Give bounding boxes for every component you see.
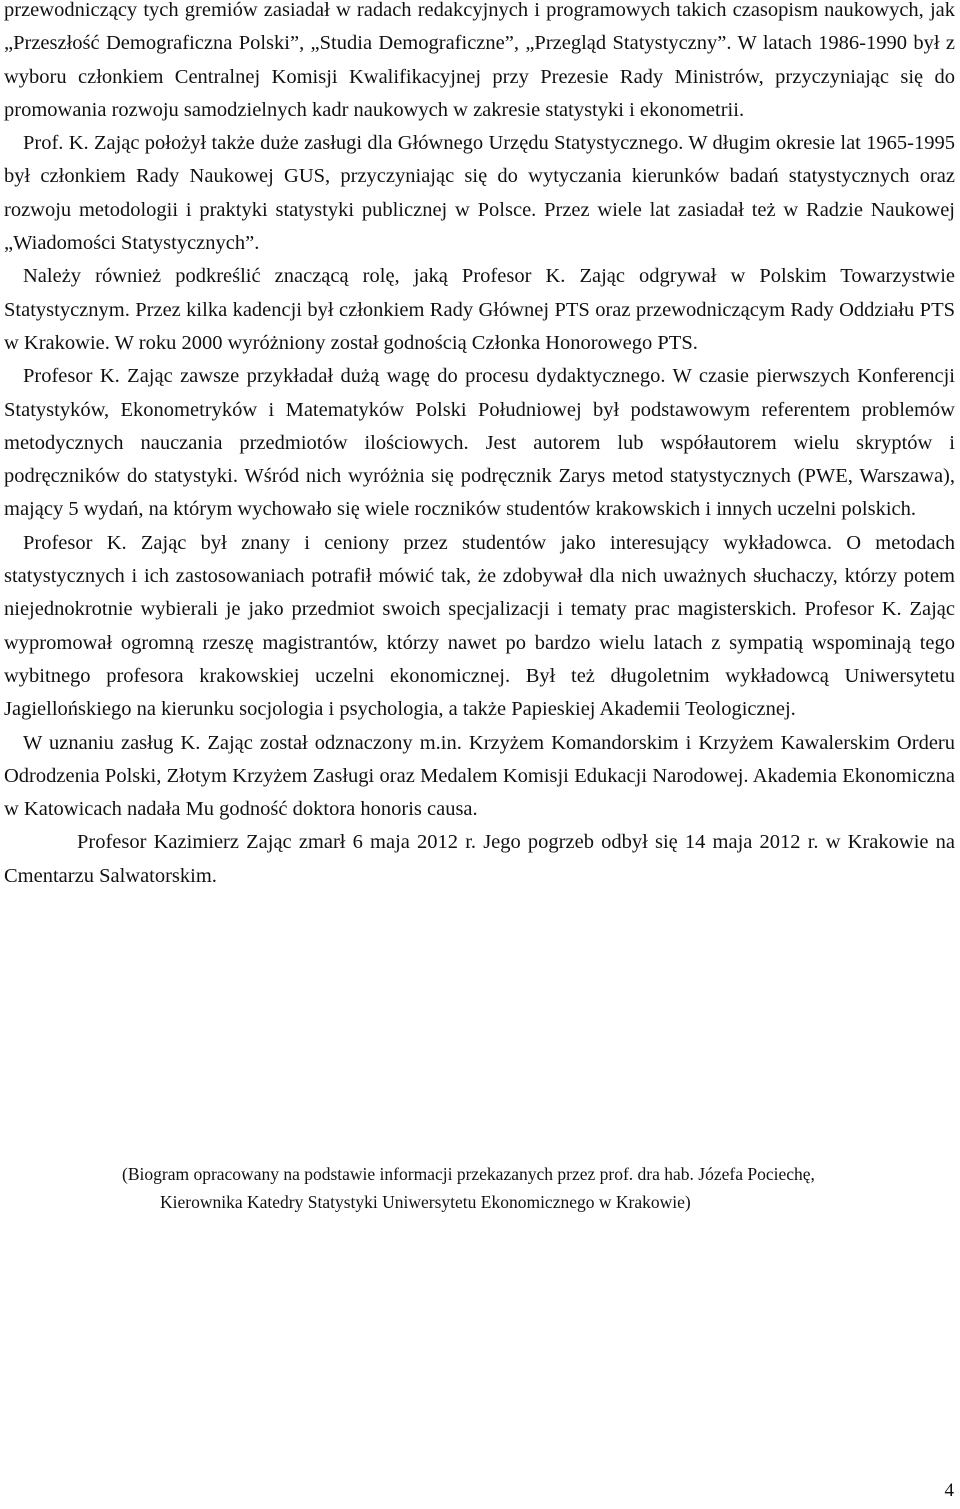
paragraph-pts-role: Należy również podkreślić znaczącą rolę, jaką Profesor K. Zając odgrywał w Polskim Towarzystwie Statystycznym. Przez kilka kadencji był członkiem Rady Głównej PTS oraz przewodniczącym Rady Oddziału PTS w Krakowie. W roku 2000 wyróżniony został godnością Członka Honorowego PTS. bbox=[4, 265, 955, 354]
paragraph-death: Profesor Kazimierz Zając zmarł 6 maja 2012 r. Jego pogrzeb odbył się 14 maja 2012 r. w Krakowie na Cmentarzu Salwatorskim. bbox=[4, 831, 955, 887]
paragraph-awards: W uznaniu zasług K. Zając został odznaczony m.in. Krzyżem Komandorskim i Krzyżem Kawalerskim Orderu Odrodzenia Polski, Złotym Krzyżem Zasługi oraz Medalem Komisji Edukacji Narodowej. Akademia Ekonomiczna w Katowicach nadała Mu godność doktora honoris causa. bbox=[4, 731, 955, 821]
paragraph-editorial-boards: przewodniczący tych gremiów zasiadał w radach redakcyjnych i programowych takich czasopism naukowych, jak „Przeszłość Demograficzna Polski”, „Studia Demograficzne”, „Przegląd Statystyczny”. W latach 1986-1990 był z wyboru członkiem Centralnej Komisji Kwalifikacyjnej przy Prezesie Rady Ministrów, przyczyniając się do promowania rozwoju samodzielnych kadr naukowych w zakresie statystyki i ekonometrii. bbox=[4, 0, 955, 121]
document-body bbox=[4, 0, 955, 893]
paragraph-gus-contributions: Prof. K. Zając położył także duże zasługi dla Głównego Urzędu Statystycznego. W długim okresie lat 1965-1995 był członkiem Rady Naukowej GUS, przyczyniając się do wytyczania kierunków badań statystycznych oraz rozwoju metodologii i praktyki statystyki publicznej w Polsce. Przez wiele lat zasiadał też w Radzie Naukowej „Wiadomości Statystycznych”. bbox=[4, 132, 955, 255]
note-line-1: (Biogram opracowany na podstawie informacji przekazanych przez prof. dra hab. Józefa Pociechę, bbox=[122, 1164, 815, 1184]
note-line-2: Kierownika Katedry Statystyki Uniwersytetu Ekonomicznego w Krakowie) bbox=[160, 1192, 691, 1212]
paragraph-lecturer: Profesor K. Zając był znany i ceniony przez studentów jako interesujący wykładowca. O metodach statystycznych i ich zastosowaniach potrafił mówić tak, że zdobywał dla nich uważnych słuchaczy, którzy potem niejednokrotnie wybierali je jako przedmiot swoich specjalizacji i tematy prac magisterskich. Profesor K. Zając wypromował ogromną rzeszę magistrantów, którzy nawet po bardzo wielu latach z sympatią wspominają tego wybitnego profesora krakowskiej uczelni ekonomicznej. Był też długoletnim wykładowcą Uniwersytetu Jagiellońskiego na kierunku socjologia i psychologia, a także Papieskiej Akademii Teologicznej. bbox=[4, 531, 955, 721]
paragraph-teaching: Profesor K. Zając zawsze przykładał dużą wagę do procesu dydaktycznego. W czasie pierwszych Konferencji Statystyków, Ekonometryków i Matematyków Polski Południowej był podstawowym referentem problemów metodycznych nauczania przedmiotów ilościowych. Jest autorem lub współautorem wielu skryptów i podręczników do statystyki. Wśród nich wyróżnia się podręcznik Zarys metod statystycznych (PWE, Warszawa), mający 5 wydań, na którym wychowało się wiele roczników studentów krakowskich i innych uczelni polskich. bbox=[4, 365, 955, 521]
page-number: 4 bbox=[944, 1480, 954, 1501]
biogram-source-note bbox=[122, 1160, 956, 1216]
